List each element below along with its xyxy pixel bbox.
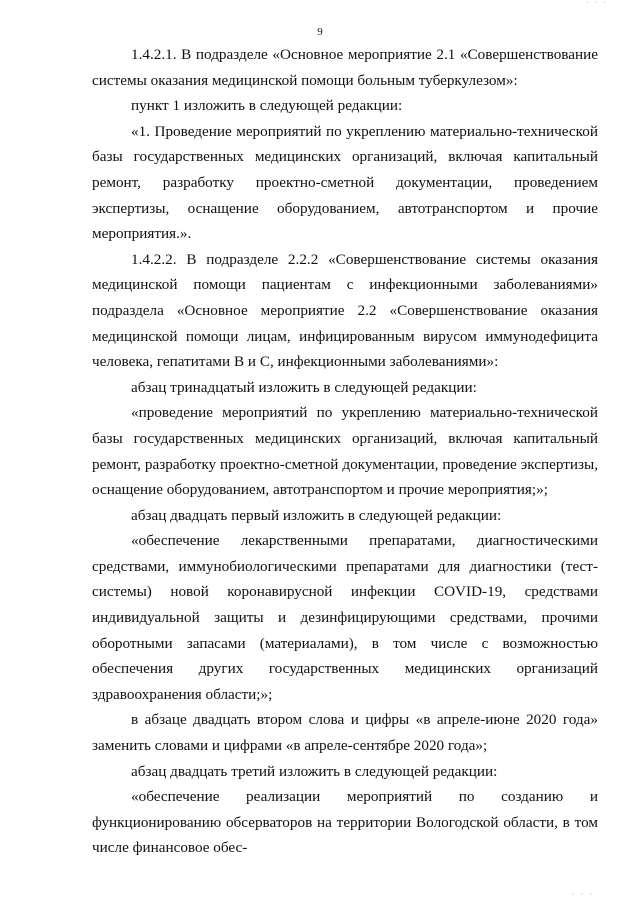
scan-mark-top: · · · <box>586 0 608 7</box>
paragraph-1-4-2-1: 1.4.2.1. В подразделе «Основное мероприятие 2.1 «Совершенствование системы оказания медицинской помощи больным туберкулезом»: <box>92 46 598 89</box>
scan-mark-bottom: · · · <box>572 890 594 899</box>
paragraph-13th-text: «проведение мероприятий по укреплению материально-технической базы государственных медицинских организаций, включая капитальный ремонт, разработку проектно-сметной документации, проведение экспертизы, оснащение оборудованием, автотранспортом и прочие мероприятия;»; <box>92 404 598 499</box>
paragraph-1-4-2-2: 1.4.2.2. В подразделе 2.2.2 «Совершенствование системы оказания медицинской помощи пациентам с инфекционными заболеваниями» подраздела «Основное мероприятие 2.2 «Совершенствование оказания медицинской помощи лицам, инфицированным вирусом иммунодефицита человека, гепатитами В и С, инфекционными заболеваниями»: <box>92 250 598 371</box>
paragraph-item-1-text: «1. Проведение мероприятий по укреплению материально-технической базы государственных медицинских организаций, включая капитальный ремонт, разработку проектно-сметной документации, проведением экспертизы, оснащение оборудованием, автотранспортом и прочие мероприятия.». <box>92 122 598 243</box>
paragraph-item-1-instruction: пункт 1 изложить в следующей редакции: <box>131 97 403 115</box>
paragraph-13th-instruction: абзац тринадцатый изложить в следующей редакции: <box>131 378 477 396</box>
paragraph-22nd-change: в абзаце двадцать втором слова и цифры «в апреле-июне 2020 года» заменить словами и цифрами «в апреле-сентябре 2020 года»; <box>92 711 598 755</box>
document-body <box>92 42 598 861</box>
paragraph-23rd-text: «обеспечение реализации мероприятий по созданию и функционированию обсерваторов на территории Вологодской области, в том числе финансовое обес- <box>92 788 598 857</box>
paragraph-21st-instruction: абзац двадцать первый изложить в следующей редакции: <box>131 506 502 524</box>
paragraph-21st-text: «обеспечение лекарственными препаратами, диагностическими средствами, иммунобиологическими препаратами для диагностики (тест-системы) новой коронавирусной инфекции COVID-19, средствами индивидуальной защиты и дезинфицирующими средствами, прочими оборотными запасами (материалами), в том числе с возможностью обеспечения других государственных медицинских организаций здравоохранения области;»; <box>92 532 598 703</box>
page-number: 9 <box>317 26 323 38</box>
paragraph-23rd-instruction: абзац двадцать третий изложить в следующей редакции: <box>131 762 498 780</box>
